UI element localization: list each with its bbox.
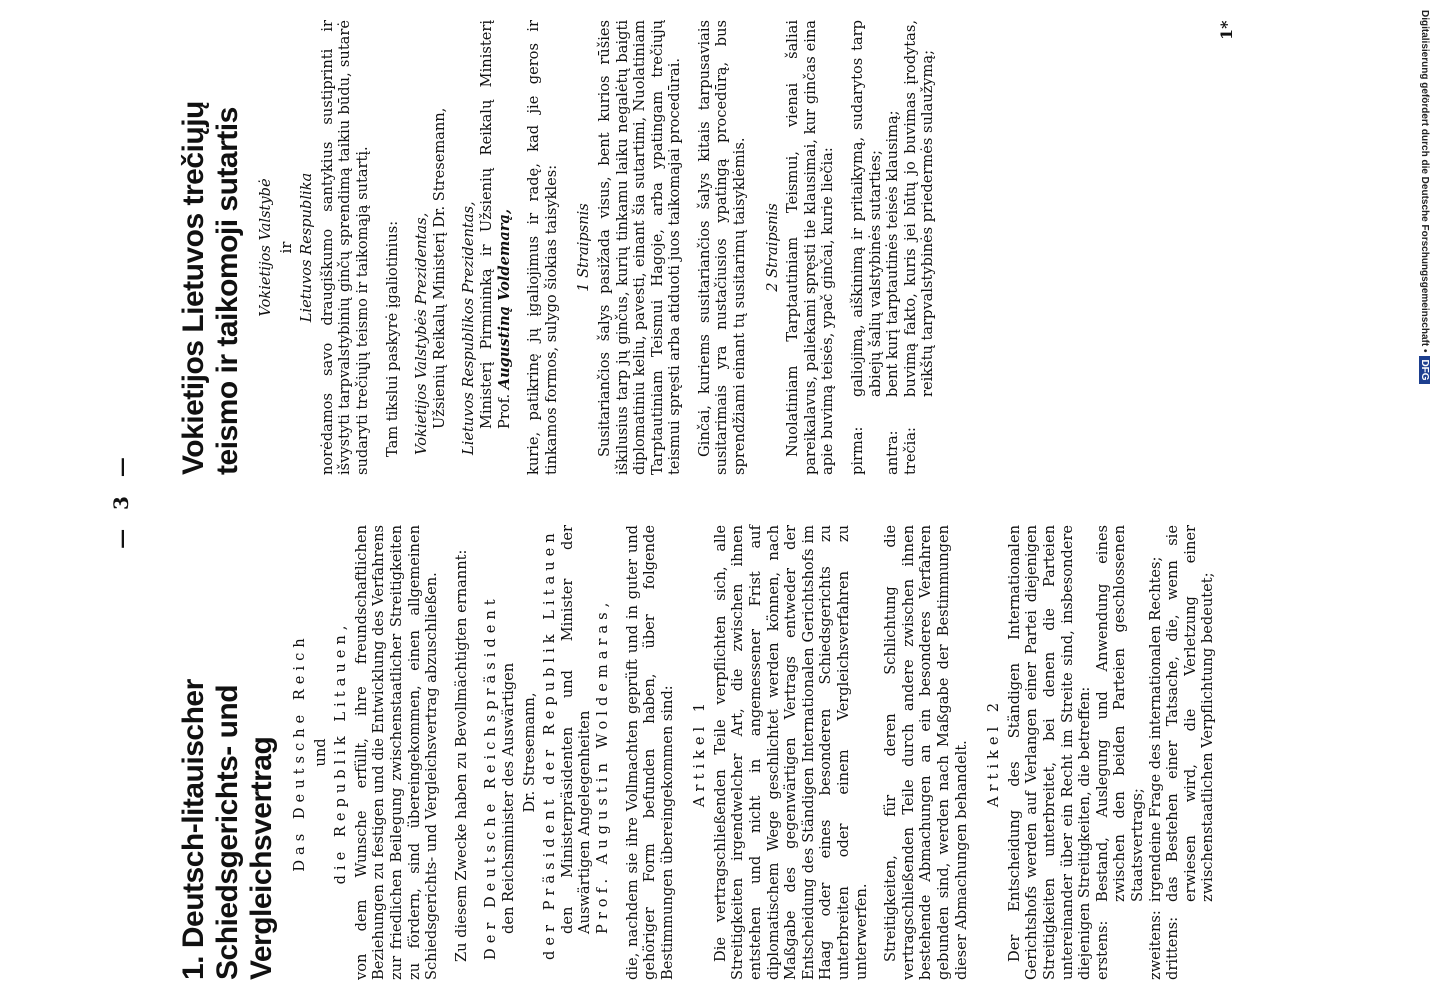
lithuanian-list-label: antra: [884, 430, 902, 475]
lithuanian-agreement: kurie, patikrinę jų įgaliojimus ir radę, kad jie geros ir tinkamos formos, sulygo šiokias taisykles: [525, 20, 560, 475]
german-und: und [311, 738, 329, 767]
lithuanian-art1-p1: Susitariančios šalys pasižada visus, bent kurios rūšies iškilusius tarp jų ginčus, kurių tinkamu laiku negalėtų baigti diplomatiniu keliu, pavesti, einant šia sutartimi, Nuolatiniam Tarptautiniam Teismui Hagoje, arba ypatingam trečiųjų teismui spręsti arba atiduoti juos taikomajai procedūrai. [595, 20, 684, 475]
dfg-logo: DFG [1419, 356, 1430, 383]
german-lt-minister: den Ministerpräsidenten und Minister der Auswärtigen Angelegenheiten [558, 525, 594, 934]
german-art1-p2: Streitigkeiten, für deren Schlichtung die vertragschließenden Teile durch andere zwischen ihnen bestehende Abmachungen an ein besonderes Verfahren gebunden sind, werden nach Maßgabe der Bestimmungen dieser Abmachungen behandelt. [882, 525, 970, 980]
dfg-credit [1408, 10, 1430, 390]
lithuanian-preamble: norėdamos savo draugiškumo santykius sustiprinti ir išvystyti tarpvalstybinių ginčų sprendimą taikiu būdu, sutarė sudaryti trečiųjų teismo ir taikomąją sutartį. [318, 20, 371, 475]
german-list-item [1094, 525, 1147, 980]
lithuanian-party1: Vokietijos Valstybė [257, 178, 274, 317]
lithuanian-list-label: trečia: [901, 427, 919, 475]
lithuanian-party2: Lietuvos Respublika [298, 172, 316, 323]
german-reichspraesident: Der Deutsche Reichspräsident [482, 594, 500, 960]
german-agreement: die, nachdem sie ihre Vollmachten geprüft und in guter und gehöriger Form befunden haben, über folgende Bestimmungen übereingekommen sind: [623, 525, 676, 980]
lithuanian-de-minister: Užsienių Reikalų Ministerį Dr. Stresemann, [430, 107, 448, 429]
lithuanian-voldemaras: Augustiną Voldemarą, [495, 208, 513, 390]
german-art1-heading: Artikel 1 [691, 697, 709, 808]
lithuanian-list-item [902, 20, 937, 475]
german-art2-p1: Der Entscheidung des Ständigen Internationalen Gerichtshofs werden auf Verlangen einer Partei diejenigen Streitigkeiten unterbreitet, bei denen die Parteien untereinander über ein Recht im Streite sind, insbesondere diejenigen Streitigkeiten, die betreffen: [1005, 525, 1094, 980]
german-list-label: drittens: [1164, 916, 1182, 980]
german-list-label: zweitens: [1146, 910, 1164, 980]
german-plenipotentiaries-intro: Zu diesem Zwecke haben zu Bevollmächtigten ernannt: [452, 549, 470, 962]
lithuanian-title: Vokietijos Lietuvos trečiųjų teismo ir taikomoji sutartis [177, 101, 244, 475]
german-list-item [1147, 525, 1165, 980]
lithuanian-art2-p1: Nuolatiniam Tarptautiniam Teismui, vienai šaliai pareikalavus, paliekami spręsti tie klausimai, kur ginčas eina apie buvimą teisės, ypač ginčai, kurie liečia: [784, 20, 837, 475]
german-list-text: das Bestehen einer Tatsache, die, wenn sie erwiesen wird, die Verletzung einer zwischenstaatlichen Verpflichtung bedeutet; [1164, 525, 1217, 902]
german-list-item [1164, 525, 1217, 980]
german-woldemaras: Prof. Augustin Woldemaras, [593, 597, 611, 934]
lithuanian-art2-heading: 2 Straipsnis [763, 203, 781, 292]
german-list-text: Bestand, Auslegung und Anwendung eines zwischen den beiden Parteien geschlossenen Staatsvertrags; [1093, 525, 1146, 902]
german-title: 1. Deutsch-litauischer Schiedsgerichts- und Vergleichsvertrag [177, 679, 278, 980]
lithuanian-ir: ir [277, 241, 295, 254]
footer-mark: 1* [1217, 20, 1236, 40]
lithuanian-lt-president: Lietuvos Respublikos Prezidentas, [460, 201, 478, 455]
dfg-credit-text: Digitalisierung gefördert durch die Deutsche Forschungsgemeinschaft • [1419, 10, 1430, 353]
german-art1-p1: Die vertragschließenden Teile verpflichten sich, alle Streitigkeiten irgendwelcher Art, die zwischen ihnen entstehen und nicht in angemessener Frist auf diplomatischem Wege geschlichtet werden können, nach Maßgabe des gegenwärtigen Vertrags entweder der Entscheidung des Ständigen Internationalen Gerichtshofs im Haag oder eines besonderen Schiedsgerichts zu unterbreiten oder einem Vergleichsverfahren zu unterwerfen. [711, 525, 870, 980]
german-list-label: erstens: [1093, 920, 1111, 980]
german-list-text: irgendeine Frage des internationalen Rechtes; [1146, 556, 1164, 902]
page-number: — 3 — [109, 451, 133, 549]
rotated-document-page [67, 0, 1367, 1000]
lithuanian-art1-p2: Ginčai, kuriems susitariančios šalys kitais tarpusaviais susitarimais yra nustačiusios ypatingą procedūrą, bus sprendžiami einant tų susitarimų taisyklėmis. [695, 20, 749, 475]
lithuanian-list-text: bent kurį tarptautinės teisės klausimą; [884, 110, 902, 397]
lithuanian-plenipotentiaries-intro: Tam tikslui paskyrė įgaliotinius: [383, 220, 401, 457]
lithuanian-list-text: buvimą fakto, kuris jei būtų jo buvimas įrodytas, reikštų tarpvalstybinės priedermės sulaužymą; [901, 20, 937, 397]
german-column [177, 525, 1217, 980]
german-stresemann: Dr. Stresemann, [520, 692, 538, 813]
lithuanian-art1-heading: 1 Straipsnis [575, 203, 593, 292]
lithuanian-de-president: Vokietijos Valstybės Prezidentas, [413, 212, 431, 455]
lithuanian-list-label: pirma: [849, 426, 867, 475]
german-reichsminister: den Reichsminister des Auswärtigen [499, 662, 517, 934]
lithuanian-list-item [884, 20, 902, 475]
german-lt-president: der Präsident der Republik Litauen [541, 528, 559, 960]
lithuanian-list-text: galiojimą, aiškinimą ir pritaikymą, sudarytos tarp abiejų šalių valstybinės sutarties; [849, 20, 884, 397]
lithuanian-lt-minister: Ministerį Pirmininką ir Užsienių Reikalų Ministerį Prof. [477, 20, 513, 429]
german-party1: Das Deutsche Reich [291, 633, 308, 872]
german-art2-heading: Artikel 2 [985, 697, 1003, 808]
german-preamble: von dem Wunsche erfüllt, ihre freundschaftlichen Beziehungen zu festigen und die Entwicklung des Verfahrens zur friedlichen Beilegung zwischenstaatlicher Streitigkeiten zu fördern, sind übereingekommen, einen allgemeinen Schiedsgerichts- und Vergleichsvertrag abzuschließen. [352, 525, 441, 980]
german-party2: die Republik Litauen, [332, 620, 350, 885]
lithuanian-list-item [849, 20, 884, 475]
lithuanian-column [177, 20, 937, 475]
